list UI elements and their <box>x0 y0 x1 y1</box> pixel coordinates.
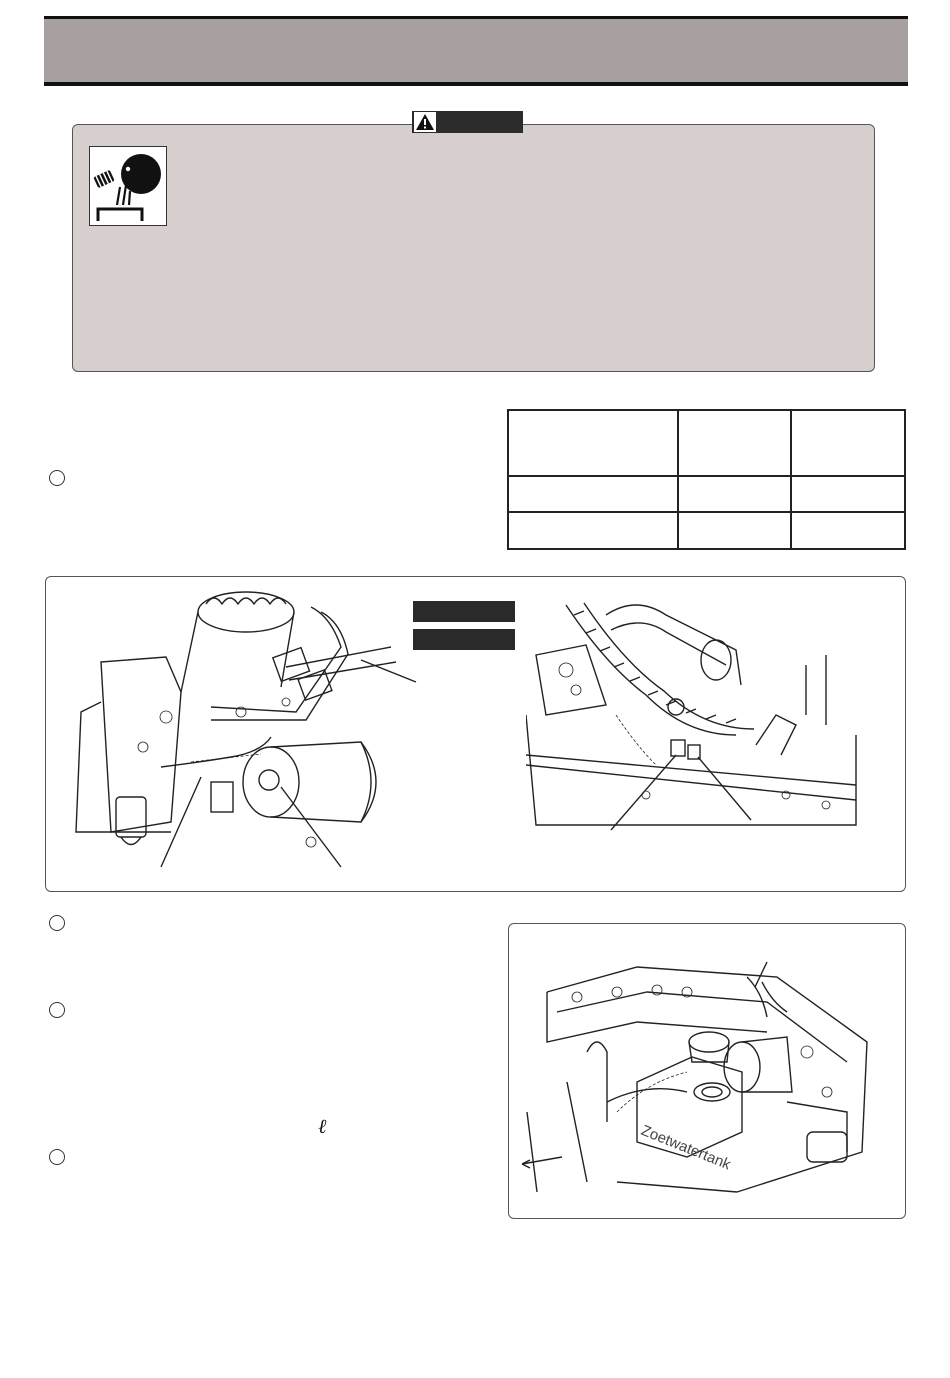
hot-coolant-cap-icon <box>89 146 167 226</box>
warning-triangle-icon <box>414 112 436 132</box>
step-marker <box>49 1149 65 1165</box>
figure-tab <box>413 601 515 622</box>
spec-table <box>507 409 906 550</box>
header-band <box>44 19 908 86</box>
figure-tab <box>413 629 515 650</box>
litre-symbol: ℓ <box>318 1116 327 1138</box>
engine-drawing-right <box>526 595 866 865</box>
tank-label: Zoetwatertank <box>638 1122 734 1174</box>
engine-drawing-left <box>71 582 421 872</box>
warning-badge <box>412 111 523 133</box>
warning-box <box>72 124 875 372</box>
step-marker <box>49 1002 65 1018</box>
freshwater-tank-figure-panel <box>508 923 906 1219</box>
engine-figure-panel <box>45 576 906 892</box>
step-marker <box>49 470 65 486</box>
step-marker <box>49 915 65 931</box>
